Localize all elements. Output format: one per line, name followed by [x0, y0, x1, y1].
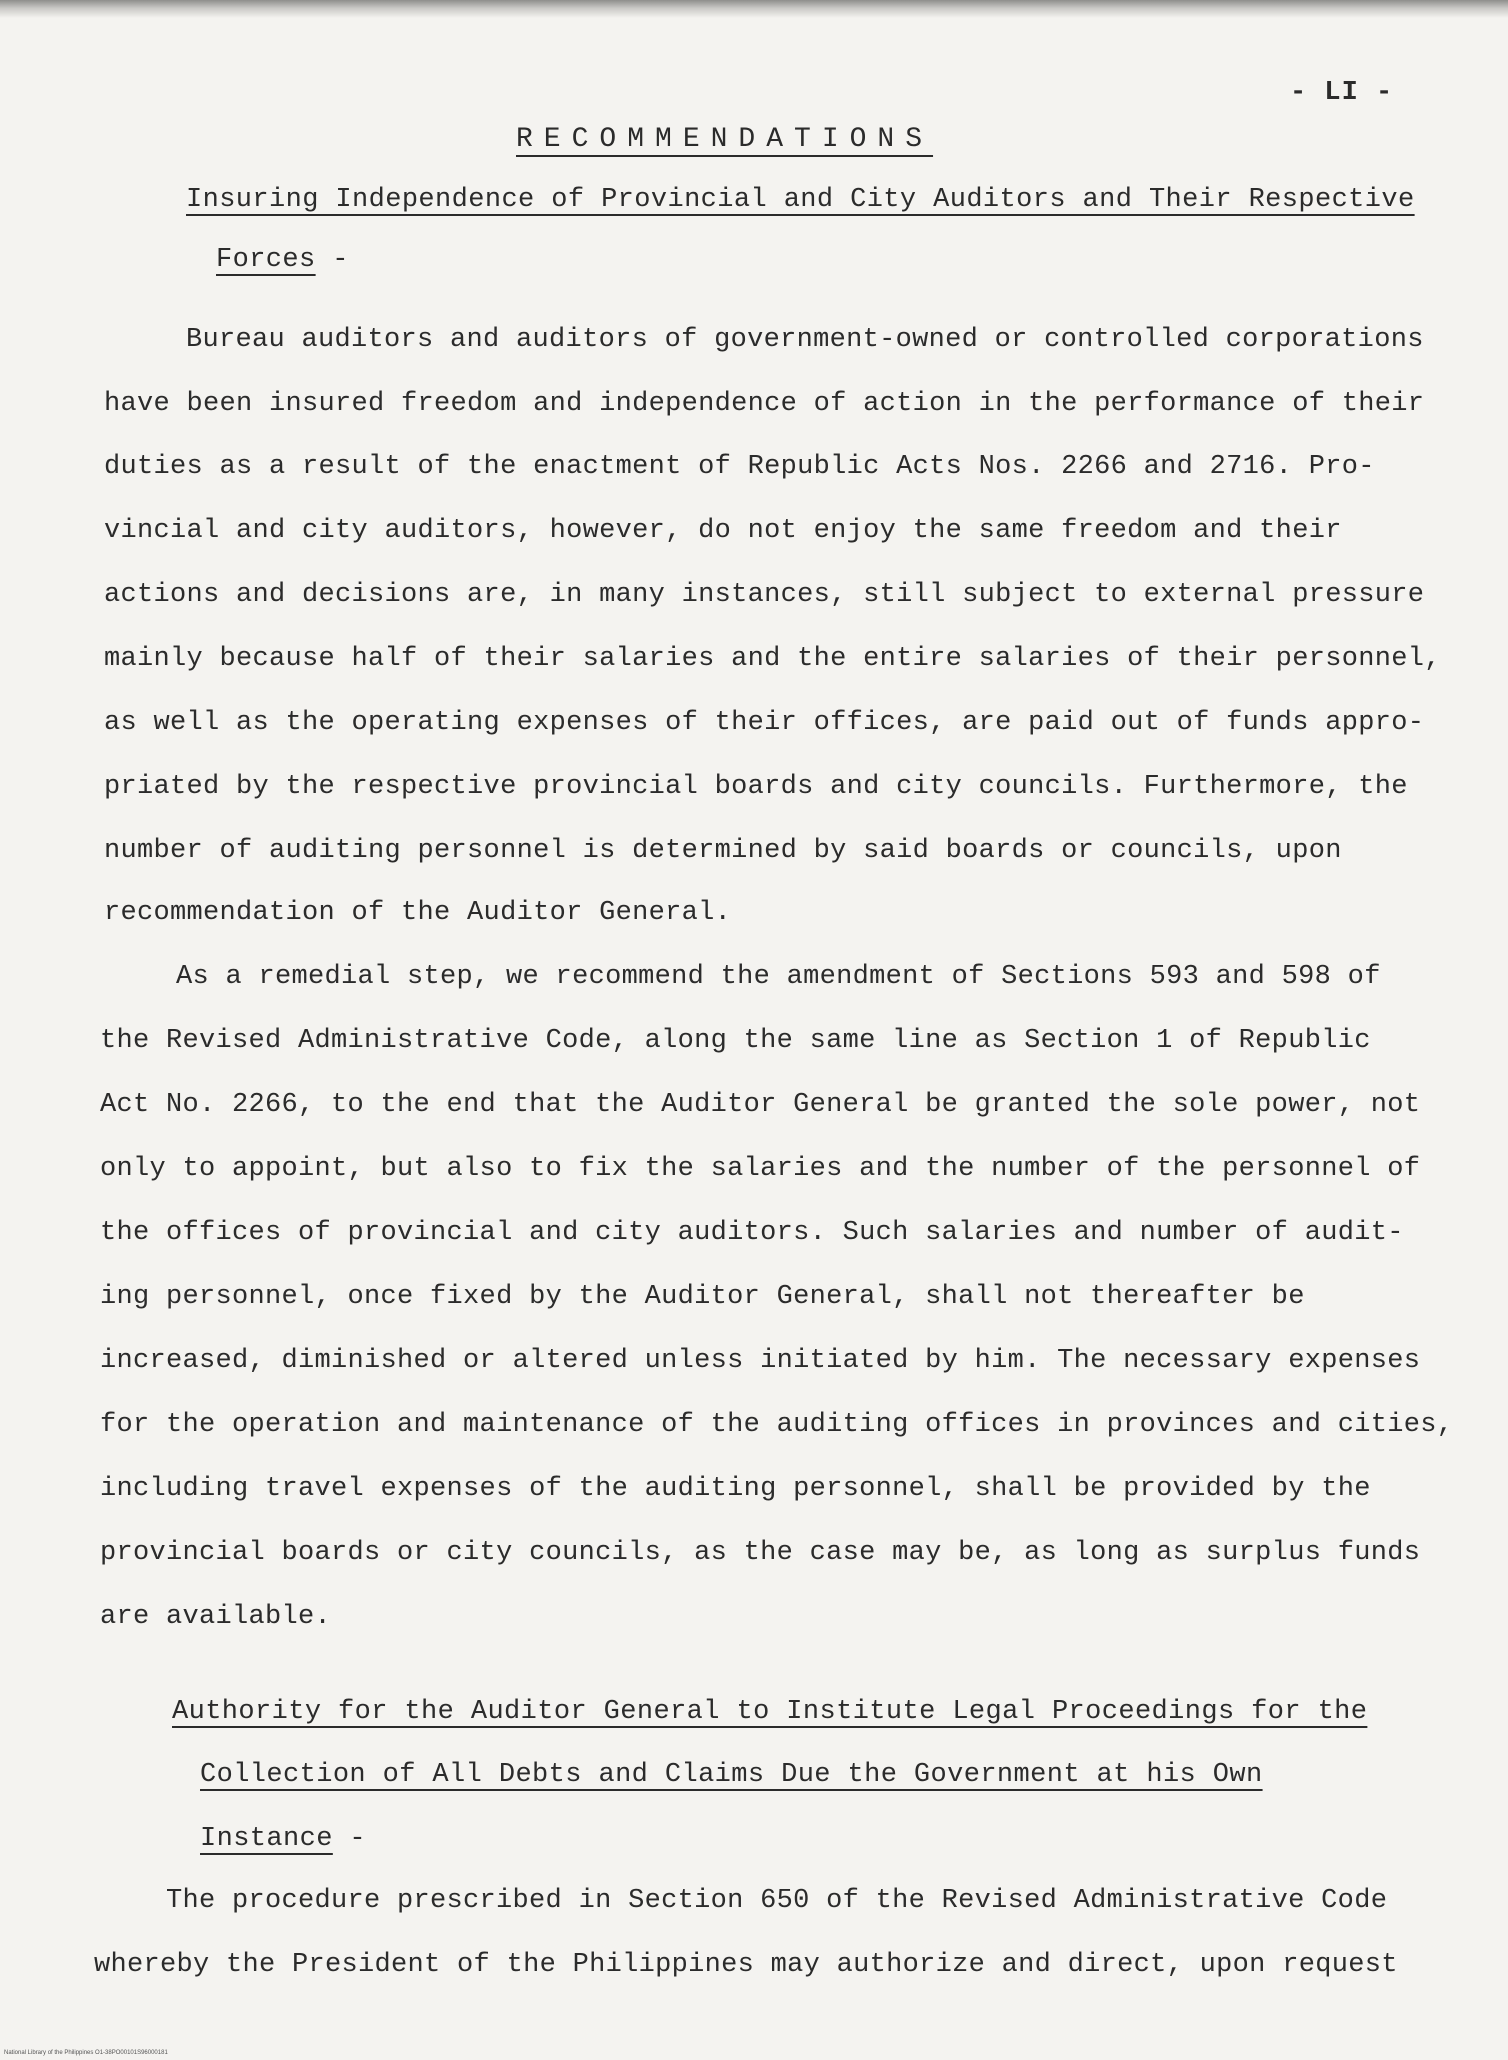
section2-heading-line-3: [200, 1824, 366, 1854]
s1-p2-line-9: including travel expenses of the auditing personnel, shall be provided by the: [100, 1474, 1371, 1504]
s1-p1-line-8: priated by the respective provincial boards and city councils. Furthermore, the: [104, 772, 1408, 802]
s1-p1-line-2: have been insured freedom and independence of action in the performance of their: [104, 389, 1425, 419]
s1-p2-line-10: provincial boards or city councils, as the case may be, as long as surplus funds: [100, 1538, 1421, 1568]
section1-heading-line-2: [216, 245, 349, 275]
s1-p2-line-2: the Revised Administrative Code, along the same line as Section 1 of Republic: [100, 1026, 1371, 1056]
s1-p2-line-1: As a remedial step, we recommend the amendment of Sections 593 and 598 of: [176, 962, 1381, 992]
section1-heading-dash: -: [315, 245, 349, 275]
s1-p1-line-4: vincial and city auditors, however, do not enjoy the same freedom and their: [104, 516, 1342, 546]
section2-heading-text: Instance: [200, 1824, 333, 1854]
s1-p1-line-1: Bureau auditors and auditors of government-owned or controlled corporations: [186, 325, 1424, 355]
s1-p1-line-3: duties as a result of the enactment of Republic Acts Nos. 2266 and 2716. Pro-: [104, 452, 1375, 482]
s1-p2-line-11: are available.: [100, 1602, 332, 1632]
page-title: RECOMMENDATIONS: [516, 124, 934, 155]
section2-heading-dash: -: [332, 1824, 367, 1854]
section2-heading-line-1: Authority for the Auditor General to Institute Legal Proceedings for the: [172, 1697, 1368, 1727]
s2-p1-line-1: The procedure prescribed in Section 650 of the Revised Administrative Code: [166, 1886, 1388, 1916]
s1-p1-line-9: number of auditing personnel is determined by said boards or councils, upon: [104, 836, 1342, 866]
s1-p2-line-6: ing personnel, once fixed by the Auditor General, shall not thereafter be: [100, 1282, 1305, 1312]
s2-p1-line-2: whereby the President of the Philippines may authorize and direct, upon request: [94, 1950, 1398, 1980]
archive-footer-note: National Library of the Philippines O1-38PO00101S96000181: [4, 2050, 168, 2056]
s1-p2-line-3: Act No. 2266, to the end that the Auditor General be granted the sole power, not: [100, 1090, 1421, 1120]
s1-p2-line-8: for the operation and maintenance of the auditing offices in provinces and cities,: [100, 1410, 1454, 1440]
s1-p1-line-10: recommendation of the Auditor General.: [104, 898, 732, 928]
s1-p2-line-7: increased, diminished or altered unless initiated by him. The necessary expenses: [100, 1346, 1421, 1376]
s1-p1-line-5: actions and decisions are, in many instances, still subject to external pressure: [104, 580, 1425, 610]
page-number: - LI -: [1290, 78, 1394, 108]
s1-p2-line-5: the offices of provincial and city auditors. Such salaries and number of audit-: [100, 1218, 1404, 1248]
section1-heading-text: Forces: [216, 245, 316, 275]
s1-p2-line-4: only to appoint, but also to fix the salaries and the number of the personnel of: [100, 1154, 1421, 1184]
s1-p1-line-6: mainly because half of their salaries and the entire salaries of their personnel,: [104, 644, 1441, 674]
section1-heading-line-1: Insuring Independence of Provincial and City Auditors and Their Respective: [186, 185, 1415, 215]
s1-p1-line-7: as well as the operating expenses of their offices, are paid out of funds appro-: [104, 708, 1425, 738]
section2-heading-line-2: Collection of All Debts and Claims Due the Government at his Own: [200, 1760, 1263, 1790]
